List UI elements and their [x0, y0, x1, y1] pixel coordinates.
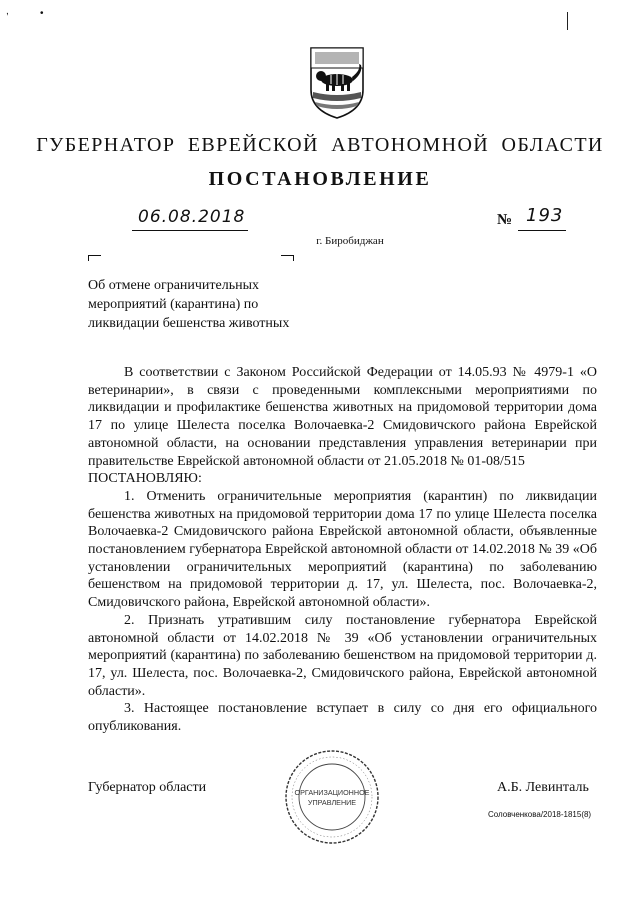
subject-line: мероприятий (карантина) по: [88, 297, 259, 312]
document-subject: [88, 276, 388, 333]
document-number: 193: [526, 205, 564, 226]
official-stamp: [282, 747, 382, 847]
subject-corner-left: [88, 255, 101, 261]
subject-line: ликвидации бешенства животных: [88, 316, 290, 331]
city: г. Биробиджан: [316, 235, 384, 247]
signatory-name: А.Б. Левинталь: [497, 780, 589, 795]
scan-mark: ,: [6, 6, 9, 17]
coat-of-arms-icon: [297, 40, 377, 122]
resolve-word: ПОСТАНОВЛЯЮ:: [88, 471, 202, 487]
preamble-paragraph: В соответствии с Законом Российской Федерации от 14.05.93 № 4979-1 «О ветеринарии», в связи с проведенными комплексными мероприятиями по ликвидации и профилактике бешенства животных на придомовой территории дома 17 по улице Шелеста поселка Волочаевка-2 Смидовичского района Еврейской автономной области, на основании представления управления ветеринарии при правительстве Еврейской автономной области от 21.05.2018 № 01-08/515: [88, 365, 597, 469]
issuing-authority: ГУБЕРНАТОР ЕВРЕЙСКОЙ АВТОНОМНОЙ ОБЛАСТИ: [36, 134, 604, 156]
resolution-item: 3. Настоящее постановление вступает в силу со дня его официального опубликования.: [88, 701, 597, 735]
stamp-line: ОРГАНИЗАЦИОННОЕ: [294, 788, 370, 797]
number-sign: №: [497, 212, 513, 228]
resolution-item: 1. Отменить ограничительные мероприятия (карантин) по ликвидации бешенства животных на придомовой территории дома 17 по улице Шелеста поселка Волочаевка-2 Смидовичского района Еврейской автономной области, объявленные постановлением губернатора Еврейской автономной области от 14.02.2018 № 39 «Об установлении ограничительных мероприятий (карантина) по заболеванию бешенством на придомовой территории д. 17, ул. Шелеста, пос. Волочаевка-2, Смидовичского района, Еврейской автономной области».: [88, 488, 597, 611]
subject-line: Об отмене ограничительных: [88, 278, 260, 293]
subject-corner-right: [281, 255, 294, 261]
scan-line: [567, 12, 568, 30]
document-date: 06.08.2018: [138, 207, 246, 227]
resolution-item: 2. Признать утратившим силу постановление губернатора Еврейской автономной области от 14.02.2018 № 39 «Об установлении ограничительных мероприятий (карантина) по заболеванию бешенством на придомовой территории д. 17, ул. Шелеста, пос. Волочаевка-2, Смидовичского района, Еврейской автономной области».: [88, 612, 597, 699]
document-type: ПОСТАНОВЛЕНИЕ: [208, 168, 432, 190]
scan-mark: •: [40, 8, 44, 19]
document-body: [88, 364, 597, 736]
stamp-line: УПРАВЛЕНИЕ: [307, 798, 357, 807]
registration-note: Соловченкова/2018-1815(8): [488, 810, 592, 819]
signatory-title: Губернатор области: [88, 780, 207, 795]
